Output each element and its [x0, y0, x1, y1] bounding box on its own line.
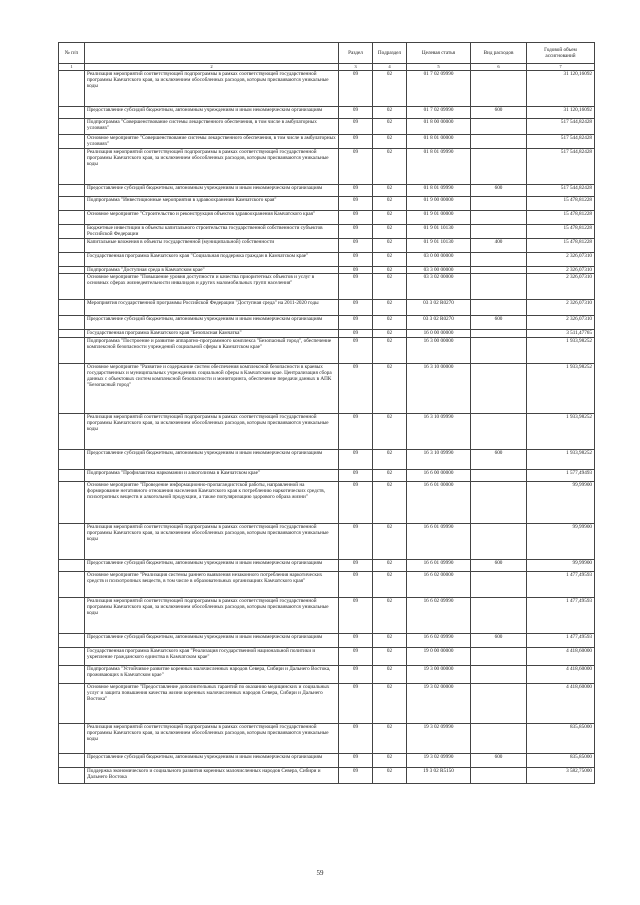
table-row — [59, 648, 595, 666]
row-amount-cell: 2 326,07310 — [527, 253, 595, 267]
row-amount-cell: 1 933,98252 — [527, 414, 595, 450]
row-podrazdel-cell: 02 — [373, 560, 407, 572]
row-razdel-cell: 09 — [339, 634, 373, 648]
row-expense-type-cell — [471, 119, 527, 135]
row-razdel-cell: 09 — [339, 666, 373, 684]
table-row — [59, 482, 595, 524]
row-number-cell — [59, 364, 85, 414]
column-number-row — [59, 64, 595, 71]
row-expense-type-cell — [471, 300, 527, 316]
row-razdel-cell: 09 — [339, 414, 373, 450]
row-name-cell: Предоставление субсидий бюджетным, автономным учреждениям и иным некоммерческим организациям — [85, 634, 339, 648]
row-number-cell — [59, 119, 85, 135]
row-target-article-cell: 03 3 00 00000 — [407, 267, 471, 274]
row-name-cell: Основное мероприятие "Реализация системы раннего выявления незаконного потребления наркотических средств и психотропных веществ, в том числе в образовательных организациях Камчатского края" — [85, 572, 339, 598]
row-podrazdel-cell: 02 — [373, 524, 407, 560]
row-podrazdel-cell: 02 — [373, 225, 407, 239]
row-expense-type-cell — [471, 414, 527, 450]
column-number: 3 — [339, 64, 373, 71]
table-row — [59, 330, 595, 338]
row-expense-type-cell — [471, 470, 527, 482]
row-name-cell: Подпрограмма "Доступная среда в Камчатском крае" — [85, 267, 339, 274]
column-number: 7 — [527, 64, 595, 71]
row-expense-type-cell — [471, 666, 527, 684]
row-amount-cell: 15 478,81228 — [527, 225, 595, 239]
table-row — [59, 300, 595, 316]
row-number-cell — [59, 572, 85, 598]
row-name-cell: Основное мероприятие "Повышение уровня доступности и качества приоритетных объектов и услуг в основных сферах жизнедеятельности инвалидов и других маломобильных групп населения" — [85, 274, 339, 300]
row-podrazdel-cell: 02 — [373, 274, 407, 300]
table-row — [59, 470, 595, 482]
row-number-cell — [59, 450, 85, 470]
row-podrazdel-cell: 02 — [373, 149, 407, 185]
row-expense-type-cell — [471, 197, 527, 211]
row-target-article-cell: 01 9 01 00000 — [407, 211, 471, 225]
row-amount-cell: 99,99900 — [527, 524, 595, 560]
row-number-cell — [59, 316, 85, 330]
row-expense-type-cell — [471, 274, 527, 300]
table-body — [59, 71, 595, 784]
header-annual-amount: Годовой объем ассигнований — [527, 43, 595, 64]
table-row — [59, 267, 595, 274]
row-number-cell — [59, 724, 85, 754]
row-name-cell: Реализация мероприятий соответствующей подпрограммы в рамках соответствующей государственной программы Камчатского края, за исключением обособленных расходов, которым присваиваются уникальные коды — [85, 71, 339, 107]
row-expense-type-cell: 600 — [471, 560, 527, 572]
row-amount-cell: 4 418,60000 — [527, 666, 595, 684]
column-number: 1 — [59, 64, 85, 71]
row-amount-cell: 2 326,07310 — [527, 300, 595, 316]
row-expense-type-cell — [471, 364, 527, 414]
row-podrazdel-cell: 02 — [373, 267, 407, 274]
row-amount-cell: 1 933,98252 — [527, 338, 595, 364]
row-target-article-cell: 16 6 02 09990 — [407, 598, 471, 634]
row-name-cell: Подпрограмма "Устойчивое развитие коренных малочисленных народов Севера, Сибири и Дальнего Востока, проживающих в Камчатском крае" — [85, 666, 339, 684]
row-expense-type-cell: 600 — [471, 107, 527, 119]
row-name-cell: Предоставление субсидий бюджетным, автономным учреждениям и иным некоммерческим организациям — [85, 185, 339, 197]
row-number-cell — [59, 253, 85, 267]
row-number-cell — [59, 634, 85, 648]
row-expense-type-cell — [471, 330, 527, 338]
row-podrazdel-cell: 02 — [373, 648, 407, 666]
row-razdel-cell: 09 — [339, 316, 373, 330]
table-row — [59, 634, 595, 648]
row-amount-cell: 2 326,07310 — [527, 316, 595, 330]
row-number-cell — [59, 330, 85, 338]
row-expense-type-cell — [471, 482, 527, 524]
row-amount-cell: 15 478,81228 — [527, 197, 595, 211]
row-podrazdel-cell: 02 — [373, 364, 407, 414]
header-razdel: Раздел — [339, 43, 373, 64]
row-expense-type-cell — [471, 225, 527, 239]
column-number: 5 — [407, 64, 471, 71]
row-number-cell — [59, 135, 85, 149]
row-razdel-cell: 09 — [339, 211, 373, 225]
row-target-article-cell: 16 3 10 00000 — [407, 364, 471, 414]
row-amount-cell: 1 577,49493 — [527, 470, 595, 482]
row-expense-type-cell — [471, 684, 527, 724]
row-razdel-cell: 09 — [339, 338, 373, 364]
row-razdel-cell: 09 — [339, 197, 373, 211]
table-row — [59, 754, 595, 768]
row-razdel-cell: 09 — [339, 149, 373, 185]
table-row — [59, 239, 595, 253]
row-amount-cell: 2 326,07310 — [527, 274, 595, 300]
row-number-cell — [59, 598, 85, 634]
row-target-article-cell: 03 3 02 00000 — [407, 274, 471, 300]
row-name-cell: Реализация мероприятий соответствующей подпрограммы в рамках соответствующей государственной программы Камчатского края, за исключением обособленных расходов, которым присваиваются уникальные коды — [85, 149, 339, 185]
row-expense-type-cell: 400 — [471, 239, 527, 253]
row-name-cell: Основное мероприятие "Проведение информационно-пропагандистской работы, направленной на формирование негативного отношения населения Камчатского края к потреблению наркотических средств, психотропных веществ и алкогольной продукции, а также популяризацию здорового образа жизни" — [85, 482, 339, 524]
row-target-article-cell: 01 8 01 00000 — [407, 135, 471, 149]
row-podrazdel-cell: 02 — [373, 450, 407, 470]
budget-table — [58, 42, 595, 784]
table-row — [59, 274, 595, 300]
row-target-article-cell: 16 6 00 00000 — [407, 470, 471, 482]
row-expense-type-cell — [471, 338, 527, 364]
row-number-cell — [59, 239, 85, 253]
row-podrazdel-cell: 02 — [373, 211, 407, 225]
column-number: 2 — [85, 64, 339, 71]
row-expense-type-cell — [471, 253, 527, 267]
table-row — [59, 149, 595, 185]
row-number-cell — [59, 482, 85, 524]
row-number-cell — [59, 149, 85, 185]
row-name-cell: Реализация мероприятий соответствующей подпрограммы в рамках соответствующей государственной программы Камчатского края, за исключением обособленных расходов, которым присваиваются уникальные коды — [85, 724, 339, 754]
row-amount-cell: 1 477,49593 — [527, 598, 595, 634]
row-razdel-cell: 09 — [339, 107, 373, 119]
row-number-cell — [59, 414, 85, 450]
row-target-article-cell: 19 3 02 00000 — [407, 684, 471, 724]
row-amount-cell: 31 120,16092 — [527, 71, 595, 107]
row-number-cell — [59, 107, 85, 119]
row-podrazdel-cell: 02 — [373, 338, 407, 364]
column-number: 6 — [471, 64, 527, 71]
row-number-cell — [59, 768, 85, 784]
row-number-cell — [59, 754, 85, 768]
row-razdel-cell: 09 — [339, 724, 373, 754]
table-header-row — [59, 43, 595, 64]
row-number-cell — [59, 225, 85, 239]
row-target-article-cell: 03 0 00 00000 — [407, 253, 471, 267]
row-name-cell: Капитальные вложения в объекты государственной (муниципальной) собственности — [85, 239, 339, 253]
row-expense-type-cell — [471, 648, 527, 666]
row-podrazdel-cell: 02 — [373, 300, 407, 316]
row-razdel-cell: 09 — [339, 524, 373, 560]
row-amount-cell: 835,85000 — [527, 754, 595, 768]
table-row — [59, 338, 595, 364]
row-target-article-cell: 01 8 01 09990 — [407, 185, 471, 197]
row-amount-cell: 1 933,98252 — [527, 364, 595, 414]
row-name-cell: Основное мероприятие "Развитие и содержание систем обеспечения комплексной безопасности в краевых государственных и муниципальных учреждениях социальной сферы в Камчатском крае. Централизация сбора данных с объектовых систем комплексной безопасности и мониторинга, обеспечение передачи данных в АПК "Безопасный город" — [85, 364, 339, 414]
row-amount-cell: 31 120,16092 — [527, 107, 595, 119]
row-number-cell — [59, 338, 85, 364]
row-podrazdel-cell: 02 — [373, 666, 407, 684]
row-number-cell — [59, 684, 85, 724]
table-row — [59, 197, 595, 211]
row-razdel-cell: 09 — [339, 768, 373, 784]
row-target-article-cell: 01 8 01 09990 — [407, 149, 471, 185]
row-target-article-cell: 01 9 00 00000 — [407, 197, 471, 211]
row-name-cell: Основное мероприятие "Строительство и реконструкция объектов здравоохранения Камчатского края" — [85, 211, 339, 225]
row-expense-type-cell — [471, 71, 527, 107]
row-name-cell: Предоставление субсидий бюджетным, автономным учреждениям и иным некоммерческим организациям — [85, 107, 339, 119]
row-podrazdel-cell: 02 — [373, 470, 407, 482]
row-number-cell — [59, 524, 85, 560]
row-podrazdel-cell: 02 — [373, 71, 407, 107]
row-podrazdel-cell: 02 — [373, 482, 407, 524]
row-target-article-cell: 19 3 02 09990 — [407, 754, 471, 768]
row-razdel-cell: 09 — [339, 330, 373, 338]
table-row — [59, 107, 595, 119]
row-amount-cell: 4 418,60000 — [527, 648, 595, 666]
table-row — [59, 768, 595, 784]
row-razdel-cell: 09 — [339, 648, 373, 666]
row-expense-type-cell: 600 — [471, 316, 527, 330]
row-amount-cell: 15 478,81228 — [527, 211, 595, 225]
row-target-article-cell: 16 3 00 00000 — [407, 338, 471, 364]
row-target-article-cell: 01 7 02 09990 — [407, 107, 471, 119]
row-expense-type-cell — [471, 524, 527, 560]
table-row — [59, 316, 595, 330]
row-amount-cell: 3 582,75000 — [527, 768, 595, 784]
row-number-cell — [59, 71, 85, 107]
header-expense-type: Вид расходов — [471, 43, 527, 64]
row-amount-cell: 2 326,07310 — [527, 267, 595, 274]
row-number-cell — [59, 185, 85, 197]
row-podrazdel-cell: 02 — [373, 239, 407, 253]
table-row — [59, 524, 595, 560]
row-target-article-cell: 01 8 00 00000 — [407, 119, 471, 135]
row-podrazdel-cell: 02 — [373, 684, 407, 724]
row-razdel-cell: 09 — [339, 560, 373, 572]
table-row — [59, 225, 595, 239]
header-name — [85, 43, 339, 64]
row-expense-type-cell — [471, 267, 527, 274]
table-row — [59, 598, 595, 634]
table-row — [59, 211, 595, 225]
row-target-article-cell: 19 3 02 R5150 — [407, 768, 471, 784]
row-name-cell: Мероприятия государственной программы Российской Федерации "Доступная среда" на 2011-2020 годы — [85, 300, 339, 316]
row-razdel-cell: 09 — [339, 225, 373, 239]
table-row — [59, 71, 595, 107]
row-name-cell: Предоставление субсидий бюджетным, автономным учреждениям и иным некоммерческим организациям — [85, 450, 339, 470]
row-expense-type-cell — [471, 211, 527, 225]
row-target-article-cell: 01 7 02 09990 — [407, 71, 471, 107]
row-expense-type-cell — [471, 135, 527, 149]
row-amount-cell: 1 477,49593 — [527, 572, 595, 598]
row-target-article-cell: 19 0 00 00000 — [407, 648, 471, 666]
row-target-article-cell: 16 6 02 09990 — [407, 634, 471, 648]
row-number-cell — [59, 274, 85, 300]
row-razdel-cell: 09 — [339, 267, 373, 274]
table-row — [59, 253, 595, 267]
row-razdel-cell: 09 — [339, 253, 373, 267]
row-expense-type-cell — [471, 768, 527, 784]
row-razdel-cell: 09 — [339, 71, 373, 107]
row-name-cell: Подпрограмма "Совершенствование системы лекарственного обеспечения, в том числе в амбулаторных условиях" — [85, 119, 339, 135]
row-expense-type-cell: 600 — [471, 185, 527, 197]
row-name-cell: Государственная программа Камчатского края "Социальная поддержка граждан в Камчатском крае" — [85, 253, 339, 267]
row-amount-cell: 1 933,98252 — [527, 450, 595, 470]
row-number-cell — [59, 648, 85, 666]
row-number-cell — [59, 470, 85, 482]
row-target-article-cell: 03 3 02 R0270 — [407, 316, 471, 330]
row-name-cell: Предоставление субсидий бюджетным, автономным учреждениям и иным некоммерческим организациям — [85, 316, 339, 330]
row-target-article-cell: 16 3 10 09990 — [407, 414, 471, 450]
row-number-cell — [59, 197, 85, 211]
row-razdel-cell: 09 — [339, 364, 373, 414]
row-amount-cell: 835,85000 — [527, 724, 595, 754]
row-podrazdel-cell: 02 — [373, 754, 407, 768]
row-name-cell: Подпрограмма "Профилактика наркомании и алкоголизма в Камчатском крае" — [85, 470, 339, 482]
row-amount-cell: 15 478,81228 — [527, 239, 595, 253]
row-target-article-cell: 16 6 01 00000 — [407, 482, 471, 524]
header-number: № п/п — [59, 43, 85, 64]
row-podrazdel-cell: 02 — [373, 185, 407, 197]
row-razdel-cell: 09 — [339, 572, 373, 598]
table-row — [59, 560, 595, 572]
row-amount-cell: 99,99900 — [527, 482, 595, 524]
row-podrazdel-cell: 02 — [373, 634, 407, 648]
row-expense-type-cell — [471, 149, 527, 185]
row-podrazdel-cell: 02 — [373, 316, 407, 330]
row-podrazdel-cell: 02 — [373, 598, 407, 634]
row-podrazdel-cell: 02 — [373, 253, 407, 267]
row-amount-cell: 1 477,49593 — [527, 634, 595, 648]
row-razdel-cell: 09 — [339, 119, 373, 135]
row-podrazdel-cell: 02 — [373, 119, 407, 135]
table-row — [59, 450, 595, 470]
row-amount-cell: 4 418,60000 — [527, 684, 595, 724]
row-number-cell — [59, 666, 85, 684]
row-name-cell: Подпрограмма "Построение и развитие аппаратно-программного комплекса "Безопасный город", обеспечение комплексной безопасности учреждений социальной сферы в Камчатском крае" — [85, 338, 339, 364]
page-number: 59 — [316, 869, 324, 877]
row-razdel-cell: 09 — [339, 300, 373, 316]
row-expense-type-cell: 600 — [471, 450, 527, 470]
row-expense-type-cell — [471, 598, 527, 634]
row-target-article-cell: 16 6 02 00000 — [407, 572, 471, 598]
table-row — [59, 414, 595, 450]
row-target-article-cell: 01 9 01 10130 — [407, 225, 471, 239]
row-target-article-cell: 16 6 01 09990 — [407, 524, 471, 560]
row-name-cell: Подпрограмма "Инвестиционные мероприятия в здравоохранении Камчатского края" — [85, 197, 339, 211]
row-razdel-cell: 09 — [339, 470, 373, 482]
table-row — [59, 364, 595, 414]
row-target-article-cell: 16 0 00 00000 — [407, 330, 471, 338]
header-podrazdel: Подраздел — [373, 43, 407, 64]
header-target-article: Целевая статья — [407, 43, 471, 64]
row-name-cell: Реализация мероприятий соответствующей подпрограммы в рамках соответствующей государственной программы Камчатского края, за исключением обособленных расходов, которым присваиваются уникальные коды — [85, 598, 339, 634]
row-number-cell — [59, 560, 85, 572]
table-row — [59, 684, 595, 724]
row-expense-type-cell: 600 — [471, 634, 527, 648]
row-podrazdel-cell: 02 — [373, 572, 407, 598]
row-podrazdel-cell: 02 — [373, 414, 407, 450]
row-name-cell: Реализация мероприятий соответствующей подпрограммы в рамках соответствующей государственной программы Камчатского края, за исключением обособленных расходов, которым присваиваются уникальные коды — [85, 524, 339, 560]
row-amount-cell: 517 544,82428 — [527, 135, 595, 149]
row-target-article-cell: 19 3 02 09990 — [407, 724, 471, 754]
row-podrazdel-cell: 02 — [373, 107, 407, 119]
row-name-cell: Основное мероприятие "Совершенствование системы лекарственного обеспечения, в том числе в амбулаторных условиях" — [85, 135, 339, 149]
row-expense-type-cell — [471, 572, 527, 598]
row-name-cell: Поддержка экономического и социального развития коренных малочисленных народов Севера, Сибири и Дальнего Востока — [85, 768, 339, 784]
row-razdel-cell: 09 — [339, 239, 373, 253]
row-razdel-cell: 09 — [339, 754, 373, 768]
row-amount-cell: 517 544,82428 — [527, 119, 595, 135]
row-razdel-cell: 09 — [339, 598, 373, 634]
row-razdel-cell: 09 — [339, 684, 373, 724]
row-razdel-cell: 09 — [339, 450, 373, 470]
row-number-cell — [59, 300, 85, 316]
row-podrazdel-cell: 02 — [373, 135, 407, 149]
row-podrazdel-cell: 02 — [373, 724, 407, 754]
row-target-article-cell: 19 3 00 00000 — [407, 666, 471, 684]
row-expense-type-cell — [471, 724, 527, 754]
row-number-cell — [59, 211, 85, 225]
table-row — [59, 572, 595, 598]
row-name-cell: Предоставление субсидий бюджетным, автономным учреждениям и иным некоммерческим организациям — [85, 560, 339, 572]
table-row — [59, 119, 595, 135]
row-name-cell: Основное мероприятие "Предоставление дополнительных гарантий по оказанию медицинских и социальных услуг и защита повышения качества жизни коренных малочисленных народов Севера, Сибири и Дальнего Востока" — [85, 684, 339, 724]
row-razdel-cell: 09 — [339, 482, 373, 524]
row-razdel-cell: 09 — [339, 135, 373, 149]
row-name-cell: Государственная программа Камчатского края "Реализация государственной национальной политики и укрепление гражданского единства в Камчатском крае" — [85, 648, 339, 666]
row-name-cell: Реализация мероприятий соответствующей подпрограммы в рамках соответствующей государственной программы Камчатского края, за исключением обособленных расходов, которым присваиваются уникальные коды — [85, 414, 339, 450]
row-amount-cell: 3 511,47765 — [527, 330, 595, 338]
table-row — [59, 666, 595, 684]
row-target-article-cell: 16 6 01 09990 — [407, 560, 471, 572]
row-name-cell: Бюджетные инвестиции в объекты капитального строительства государственной собственности субъектов Российской Федерации — [85, 225, 339, 239]
row-podrazdel-cell: 02 — [373, 768, 407, 784]
row-number-cell — [59, 267, 85, 274]
row-podrazdel-cell: 02 — [373, 330, 407, 338]
row-target-article-cell: 16 3 10 09990 — [407, 450, 471, 470]
row-razdel-cell: 09 — [339, 185, 373, 197]
table-row — [59, 135, 595, 149]
row-razdel-cell: 09 — [339, 274, 373, 300]
column-number: 4 — [373, 64, 407, 71]
row-podrazdel-cell: 02 — [373, 197, 407, 211]
row-expense-type-cell: 600 — [471, 754, 527, 768]
row-name-cell: Государственная программа Камчатского края "Безопасная Камчатка" — [85, 330, 339, 338]
row-amount-cell: 517 544,82428 — [527, 185, 595, 197]
table-row — [59, 724, 595, 754]
row-target-article-cell: 01 9 01 10130 — [407, 239, 471, 253]
row-amount-cell: 517 544,82428 — [527, 149, 595, 185]
row-name-cell: Предоставление субсидий бюджетным, автономным учреждениям и иным некоммерческим организациям — [85, 754, 339, 768]
table-row — [59, 185, 595, 197]
row-target-article-cell: 03 3 02 R0270 — [407, 300, 471, 316]
row-amount-cell: 99,99900 — [527, 560, 595, 572]
